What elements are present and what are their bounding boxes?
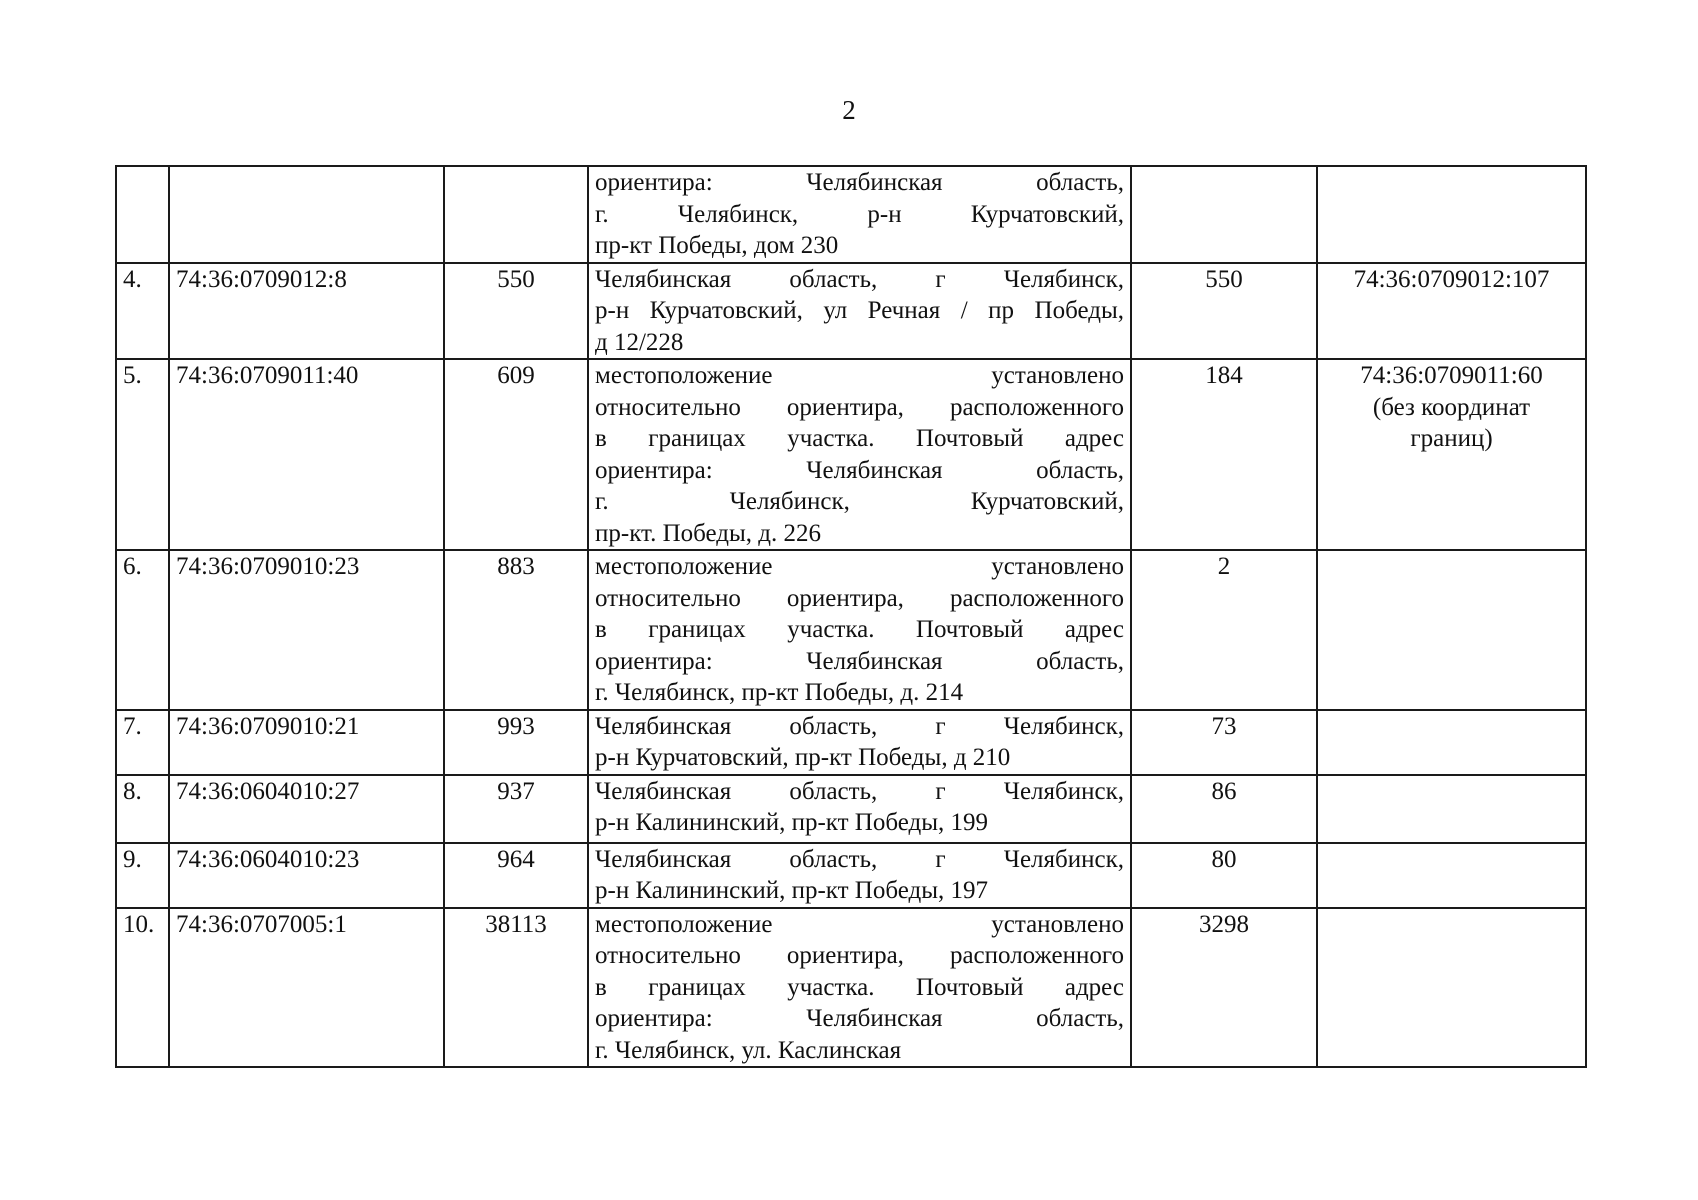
row-number-cell: 4. bbox=[116, 263, 169, 360]
address-line: р-н Калининский, пр-кт Победы, 197 bbox=[595, 877, 989, 904]
table-row bbox=[116, 775, 1586, 843]
new-cadastral-cell bbox=[1317, 263, 1586, 360]
table-row bbox=[116, 359, 1586, 550]
address-line: относительно ориентира, расположенного bbox=[595, 393, 1124, 421]
table-row bbox=[116, 843, 1586, 908]
land-plots-table bbox=[115, 165, 1587, 1068]
cadastral-number-cell: 74:36:0709012:8 bbox=[169, 263, 444, 360]
value-cell: 2 bbox=[1131, 550, 1317, 710]
cadastral-number-cell bbox=[169, 166, 444, 263]
new-cadastral-cell bbox=[1317, 359, 1586, 550]
cadastral-number-cell: 74:36:0604010:27 bbox=[169, 775, 444, 843]
address-line: местоположение установлено bbox=[595, 362, 1124, 389]
new-cadastral-line: 74:36:0709011:60 bbox=[1360, 362, 1543, 389]
address-cell bbox=[588, 843, 1131, 908]
address-line: ориентира: Челябинская область, bbox=[595, 1005, 1124, 1032]
row-number-cell: 9. bbox=[116, 843, 169, 908]
address-line: д 12/228 bbox=[595, 328, 684, 356]
address-line: г. Челябинск, ул. Каслинская bbox=[595, 1036, 902, 1064]
new-cadastral-line: границ) bbox=[1410, 425, 1493, 452]
new-cadastral-line: 74:36:0709012:107 bbox=[1353, 265, 1550, 293]
area-cell: 993 bbox=[444, 710, 588, 775]
row-number-cell: 6. bbox=[116, 550, 169, 710]
row-number-cell: 5. bbox=[116, 359, 169, 550]
value-cell: 73 bbox=[1131, 710, 1317, 775]
cadastral-number-cell: 74:36:0709010:21 bbox=[169, 710, 444, 775]
area-cell: 883 bbox=[444, 550, 588, 710]
value-cell: 3298 bbox=[1131, 908, 1317, 1068]
address-line: Челябинская область, г Челябинск, bbox=[595, 712, 1124, 740]
area-cell: 609 bbox=[444, 359, 588, 550]
area-cell: 38113 bbox=[444, 908, 588, 1068]
value-cell: 550 bbox=[1131, 263, 1317, 360]
new-cadastral-line: (без координат bbox=[1372, 393, 1531, 421]
address-line: г. Челябинск, р-н Курчатовский, bbox=[595, 200, 1124, 228]
address-cell bbox=[588, 908, 1131, 1068]
value-cell bbox=[1131, 166, 1317, 263]
area-cell bbox=[444, 166, 588, 263]
table-row bbox=[116, 550, 1586, 710]
address-line: ориентира: Челябинская область, bbox=[595, 169, 1124, 196]
area-cell: 937 bbox=[444, 775, 588, 843]
address-cell bbox=[588, 359, 1131, 550]
new-cadastral-cell bbox=[1317, 775, 1586, 843]
address-line: г. Челябинск, Курчатовский, bbox=[595, 488, 1124, 515]
address-line: ориентира: Челябинская область, bbox=[595, 456, 1124, 484]
address-cell bbox=[588, 710, 1131, 775]
new-cadastral-cell bbox=[1317, 166, 1586, 263]
address-line: в границах участка. Почтовый адрес bbox=[595, 616, 1124, 643]
address-line: Челябинская область, г Челябинск, bbox=[595, 845, 1124, 873]
new-cadastral-cell bbox=[1317, 550, 1586, 710]
address-line: р-н Курчатовский, ул Речная / пр Победы, bbox=[595, 297, 1124, 324]
address-cell bbox=[588, 775, 1131, 843]
area-cell: 964 bbox=[444, 843, 588, 908]
table-row bbox=[116, 166, 1586, 263]
address-line: местоположение установлено bbox=[595, 553, 1124, 580]
address-line: местоположение установлено bbox=[595, 910, 1124, 938]
address-line: относительно ориентира, расположенного bbox=[595, 584, 1124, 612]
address-cell bbox=[588, 263, 1131, 360]
address-line: г. Челябинск, пр-кт Победы, д. 214 bbox=[595, 679, 964, 706]
new-cadastral-cell bbox=[1317, 710, 1586, 775]
row-number-cell bbox=[116, 166, 169, 263]
new-cadastral-cell bbox=[1317, 908, 1586, 1068]
cadastral-number-cell: 74:36:0709010:23 bbox=[169, 550, 444, 710]
value-cell: 86 bbox=[1131, 775, 1317, 843]
table-row bbox=[116, 710, 1586, 775]
table-row bbox=[116, 908, 1586, 1068]
address-line: р-н Калининский, пр-кт Победы, 199 bbox=[595, 809, 989, 836]
address-cell bbox=[588, 550, 1131, 710]
table-body bbox=[116, 166, 1586, 1067]
address-line: пр-кт Победы, дом 230 bbox=[595, 232, 839, 259]
table-row bbox=[116, 263, 1586, 360]
value-cell: 80 bbox=[1131, 843, 1317, 908]
new-cadastral-cell bbox=[1317, 843, 1586, 908]
row-number-cell: 7. bbox=[116, 710, 169, 775]
address-line: относительно ориентира, расположенного bbox=[595, 942, 1124, 969]
cadastral-number-cell: 74:36:0604010:23 bbox=[169, 843, 444, 908]
address-line: Челябинская область, г Челябинск, bbox=[595, 265, 1124, 293]
address-line: в границах участка. Почтовый адрес bbox=[595, 973, 1124, 1001]
row-number-cell: 10. bbox=[116, 908, 169, 1068]
address-line: в границах участка. Почтовый адрес bbox=[595, 425, 1124, 452]
address-line: р-н Курчатовский, пр-кт Победы, д 210 bbox=[595, 744, 1011, 771]
address-line: ориентира: Челябинская область, bbox=[595, 647, 1124, 675]
row-number-cell: 8. bbox=[116, 775, 169, 843]
page-number: 2 bbox=[842, 95, 856, 125]
value-cell: 184 bbox=[1131, 359, 1317, 550]
cadastral-number-cell: 74:36:0707005:1 bbox=[169, 908, 444, 1068]
area-cell: 550 bbox=[444, 263, 588, 360]
address-cell bbox=[588, 166, 1131, 263]
cadastral-number-cell: 74:36:0709011:40 bbox=[169, 359, 444, 550]
address-line: пр-кт. Победы, д. 226 bbox=[595, 519, 822, 547]
address-line: Челябинская область, г Челябинск, bbox=[595, 777, 1124, 805]
